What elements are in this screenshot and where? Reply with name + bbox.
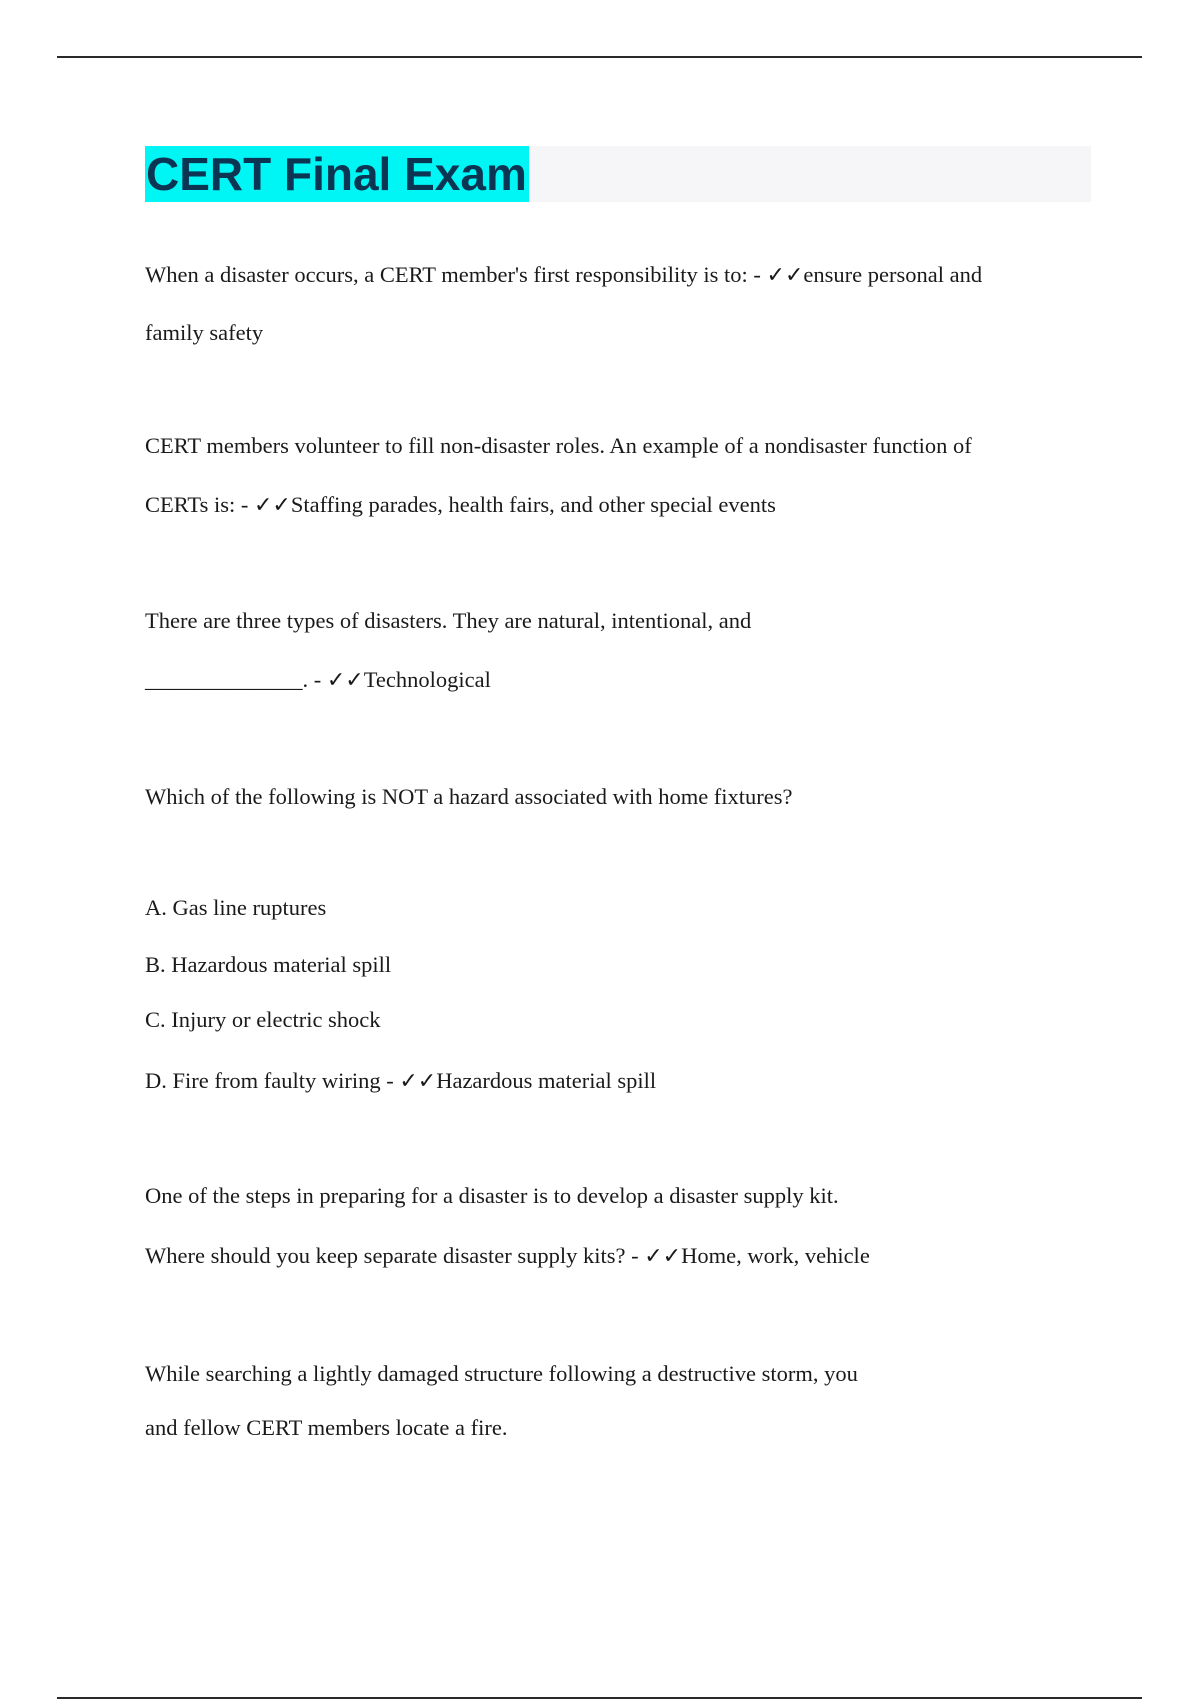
checkmark-icon: ✓✓ — [766, 263, 804, 288]
q1-answer-text: ensure personal and — [803, 262, 983, 287]
q2-line-1: CERT members volunteer to fill non-disaster roles. An example of a nondisaster function of — [145, 433, 972, 458]
q2-question-text: CERTs is: - — [145, 492, 254, 517]
q5-line-2 — [145, 1241, 870, 1272]
checkmark-icon: ✓✓ — [644, 1244, 682, 1269]
q1-line-2: family safety — [145, 320, 264, 345]
q3-answer-text: Technological — [363, 667, 491, 692]
q4-answer-text: Hazardous material spill — [436, 1068, 657, 1093]
q6-line-1: While searching a lightly damaged structure following a destructive storm, you — [145, 1361, 858, 1386]
q6-line-2: and fellow CERT members locate a fire. — [145, 1415, 508, 1440]
q4-option-b: B. Hazardous material spill — [145, 952, 392, 977]
checkmark-icon: ✓✓ — [399, 1069, 437, 1094]
checkmark-icon: ✓✓ — [253, 493, 291, 518]
q3-line-2 — [145, 665, 491, 696]
q5-answer-text: Home, work, vehicle — [681, 1243, 870, 1268]
q1-question-text: When a disaster occurs, a CERT member's first responsibility is to: - — [145, 262, 767, 287]
q4-option-d — [145, 1066, 656, 1097]
q3-question-text: ______________. - — [145, 667, 327, 692]
q5-question-text: Where should you keep separate disaster supply kits? - — [145, 1243, 645, 1268]
q4-option-d-text: D. Fire from faulty wiring - — [145, 1068, 400, 1093]
q4-option-c: C. Injury or electric shock — [145, 1007, 381, 1032]
q4-question: Which of the following is NOT a hazard associated with home fixtures? — [145, 784, 793, 809]
q2-answer-text: Staffing parades, health fairs, and other special events — [290, 492, 776, 517]
bottom-divider — [57, 1697, 1142, 1699]
q2-line-2 — [145, 490, 776, 521]
top-divider — [57, 56, 1142, 58]
q5-line-1: One of the steps in preparing for a disaster is to develop a disaster supply kit. — [145, 1183, 839, 1208]
page-title: CERT Final Exam — [146, 148, 527, 200]
q4-option-a: A. Gas line ruptures — [145, 895, 327, 920]
checkmark-icon: ✓✓ — [326, 668, 364, 693]
q1-line-1 — [145, 260, 982, 291]
q3-line-1: There are three types of disasters. They are natural, intentional, and — [145, 608, 752, 633]
